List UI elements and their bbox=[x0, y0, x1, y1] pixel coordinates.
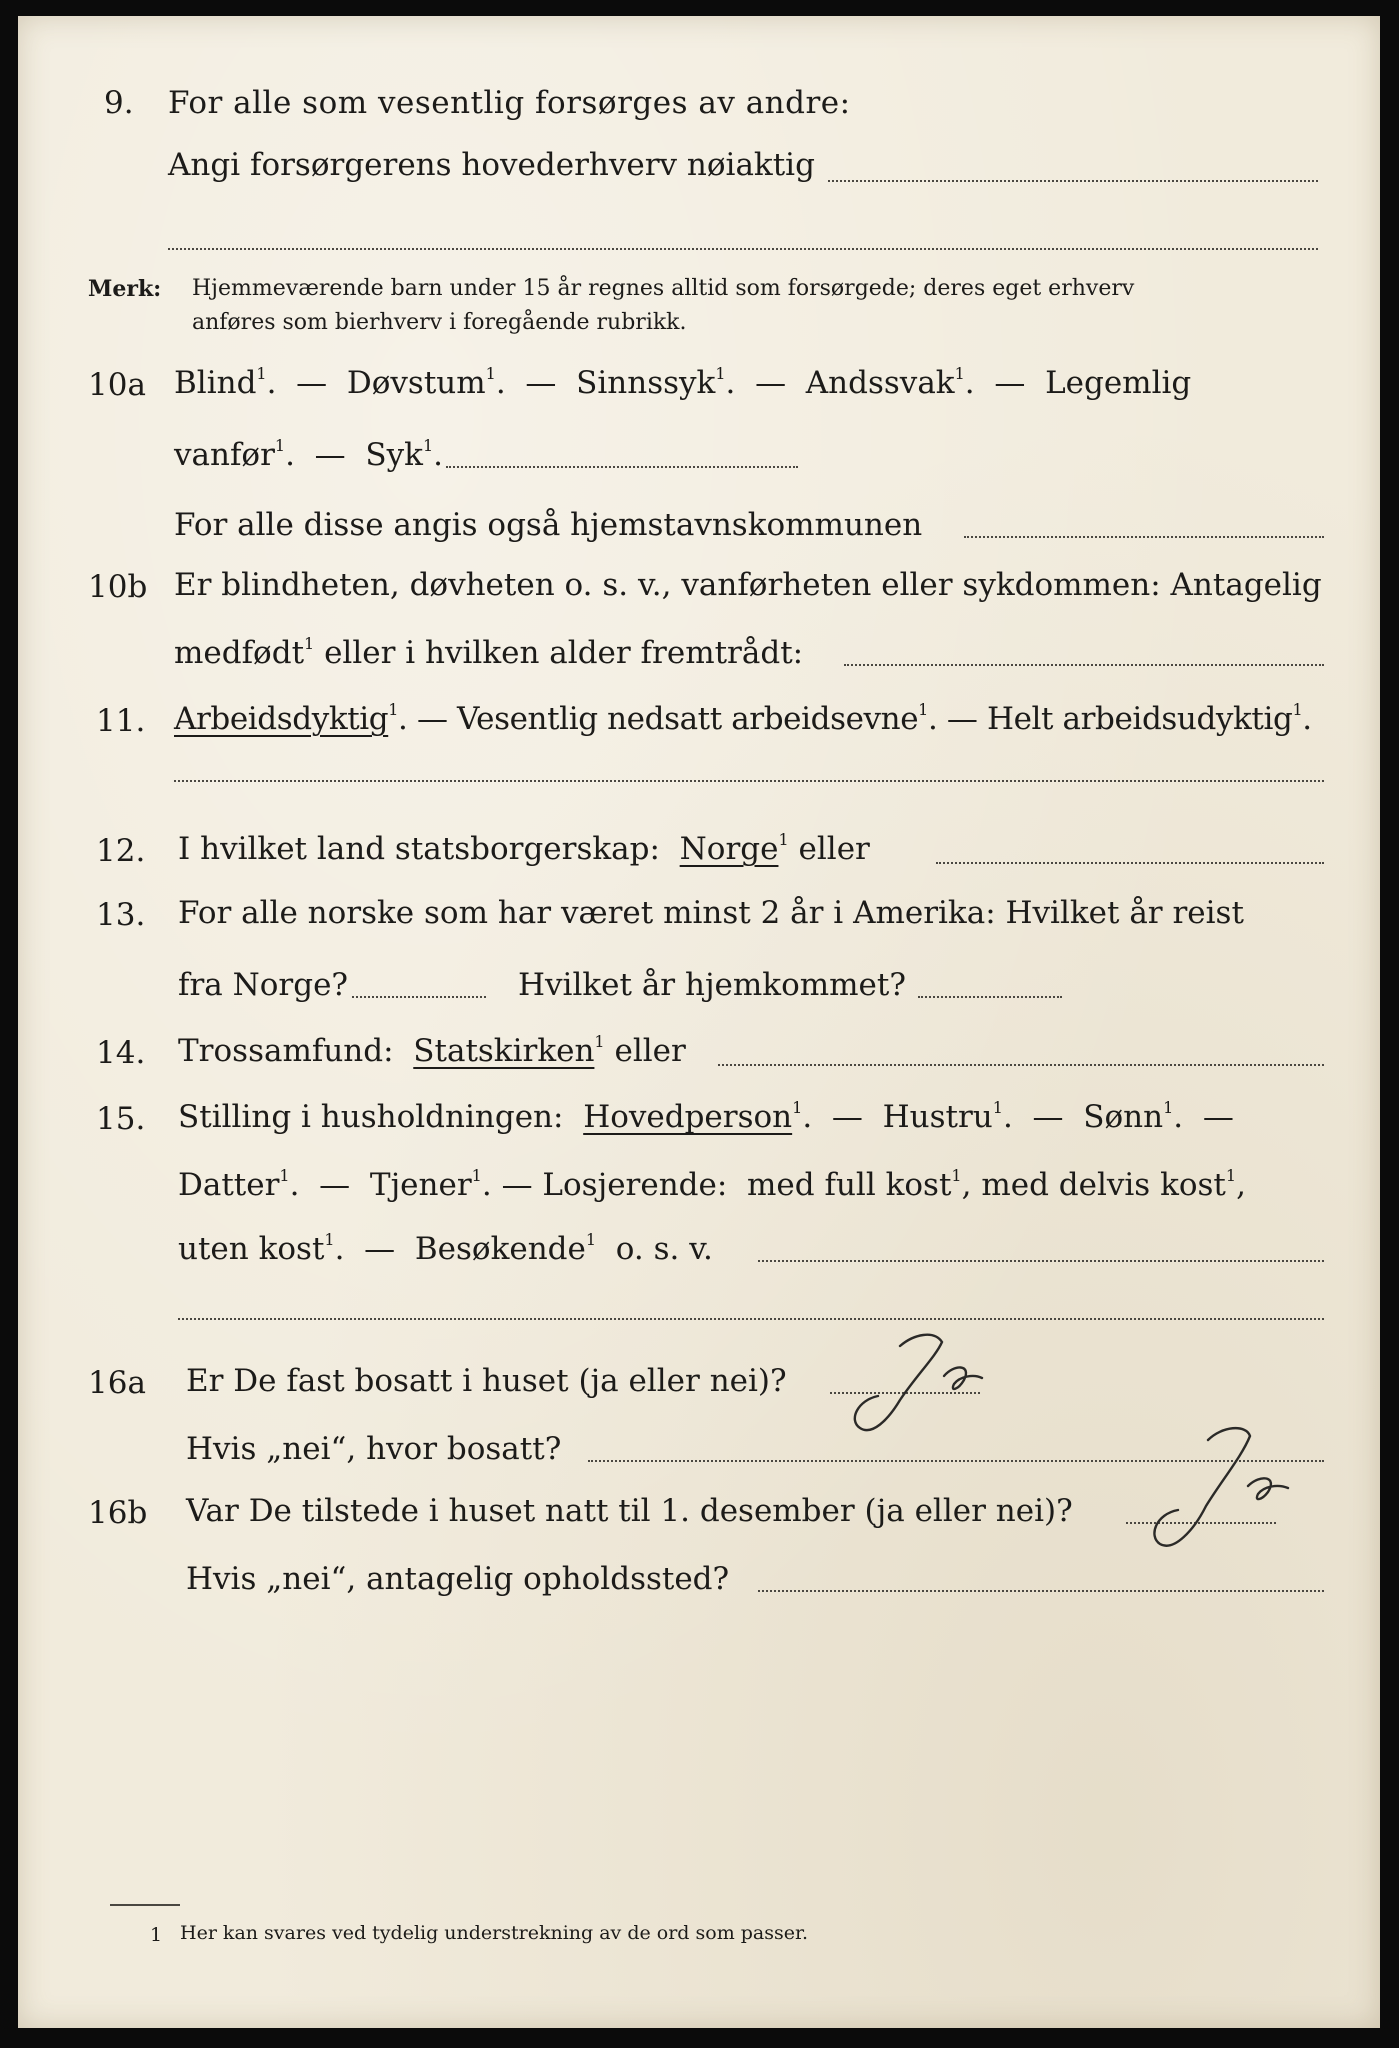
option-helt: Helt arbeidsudyktig bbox=[986, 701, 1293, 737]
q10a-number: 10a bbox=[88, 367, 146, 403]
q10a-line2: vanfør$^1$. — Syk$^1$. bbox=[174, 436, 443, 473]
q12-answer-line bbox=[936, 862, 1324, 864]
q16a-line1: Er De fast bosatt i huset (ja eller nei)? bbox=[186, 1363, 787, 1399]
option-dovstum: Døvstum bbox=[346, 365, 486, 401]
option-norge-underlined: Norge bbox=[679, 831, 779, 867]
q14-answer-line bbox=[718, 1064, 1324, 1066]
option-syk: Syk bbox=[365, 437, 423, 473]
q16b-opholdssted-line bbox=[758, 1590, 1324, 1592]
merk-line2: anføres som bierhverv i foregående rubrikk. bbox=[192, 310, 687, 335]
q15-number: 15. bbox=[96, 1101, 146, 1137]
q15-line1: Stilling i husholdningen: Hovedperson$^1$. — Hustru$^1$. — Sønn$^1$. — bbox=[178, 1098, 1234, 1135]
q16b-line2: Hvis „nei“, antagelig opholdssted? bbox=[186, 1561, 730, 1597]
q15-line2: Datter$^1$. — Tjener$^1$. — Losjerende: med full kost$^1$, med delvis kost$^1$, bbox=[178, 1166, 1246, 1203]
q9-line2: Angi forsørgerens hovederhverv nøiaktig bbox=[168, 147, 815, 183]
q16b-number: 16b bbox=[88, 1495, 148, 1531]
q10b-answer-line bbox=[844, 664, 1324, 666]
q10b-line2: medfødt$^1$ eller i hvilken alder fremtrådt: bbox=[174, 634, 804, 671]
q10b-number: 10b bbox=[88, 569, 148, 605]
option-hovedperson-underlined: Hovedperson bbox=[583, 1099, 793, 1135]
q16a-number: 16a bbox=[88, 1365, 146, 1401]
q13-line1: For alle norske som har været minst 2 år i Amerika: Hvilket år reist bbox=[178, 895, 1244, 931]
q14-line: Trossamfund: Statskirken$^1$ eller bbox=[178, 1032, 686, 1069]
q16b-handwritten-ja-signature bbox=[1098, 1414, 1298, 1564]
merk-line1: Hjemmeværende barn under 15 år regnes alltid som forsørgede; deres eget erhverv bbox=[192, 276, 1135, 301]
q16b-line1: Var De tilstede i huset natt til 1. desember (ja eller nei)? bbox=[186, 1493, 1073, 1529]
q10a-line3: For alle disse angis også hjemstavnskommunen bbox=[174, 507, 923, 543]
q9-answer-line-2 bbox=[168, 248, 1318, 250]
q15-answer-line bbox=[758, 1260, 1324, 1262]
q10a-line1: Blind$^1$. — Døvstum$^1$. — Sinnssyk$^1$. — Andssvak$^1$. — Legemlig bbox=[174, 364, 1192, 401]
q9-number: 9. bbox=[104, 85, 134, 121]
q10a-hjemstavn-line bbox=[964, 536, 1324, 538]
q16a-handwritten-ja-signature bbox=[804, 1316, 994, 1446]
q15-answer-line-2 bbox=[178, 1318, 1324, 1320]
q9-answer-line bbox=[828, 180, 1318, 182]
option-medfodt: medfødt bbox=[174, 635, 305, 671]
q11-answer-line bbox=[174, 780, 1324, 782]
q16a-line2: Hvis „nei“, hvor bosatt? bbox=[186, 1431, 562, 1467]
q13-reist-line bbox=[352, 996, 486, 998]
q13-fra-norge: fra Norge? bbox=[178, 967, 349, 1003]
option-vesentlig: Vesentlig nedsatt arbeidsevne bbox=[457, 701, 919, 737]
option-statskirken-underlined: Statskirken bbox=[413, 1033, 595, 1069]
q14-number: 14. bbox=[96, 1035, 146, 1071]
q11-number: 11. bbox=[96, 703, 146, 739]
q9-line1: For alle som vesentlig forsørges av andre: bbox=[168, 85, 851, 121]
option-blind: Blind bbox=[174, 365, 257, 401]
q15-line3: uten kost$^1$. — Besøkende$^1$ o. s. v. bbox=[178, 1230, 713, 1267]
footnote-mark: 1 bbox=[150, 1924, 163, 1946]
q13-hjemkommet-line bbox=[918, 996, 1062, 998]
option-andssvak: Andssvak bbox=[805, 365, 955, 401]
q11-line: Arbeidsdyktig$^1$. — Vesentlig nedsatt arbeidsevne$^1$. — Helt arbeidsudyktig$^1$. bbox=[174, 700, 1312, 737]
q12-line: I hvilket land statsborgerskap: Norge$^1$ eller bbox=[178, 830, 870, 867]
q13-hjemkommet: Hvilket år hjemkommet? bbox=[518, 967, 906, 1003]
option-legemlig: Legemlig bbox=[1045, 365, 1192, 401]
option-vanfor: vanfør bbox=[174, 437, 275, 473]
q12-number: 12. bbox=[96, 833, 146, 869]
census-form-page bbox=[18, 16, 1380, 2028]
option-arbeidsdyktig-underlined: Arbeidsdyktig bbox=[174, 701, 389, 737]
q10a-answer-line bbox=[446, 466, 798, 468]
footnote-text: Her kan svares ved tydelig understrekning av de ord som passer. bbox=[180, 1922, 809, 1944]
option-sinnssyk: Sinnssyk bbox=[576, 365, 716, 401]
q13-number: 13. bbox=[96, 897, 146, 933]
merk-label: Merk: bbox=[88, 276, 162, 302]
q10b-line1: Er blindheten, døvheten o. s. v., vanførheten eller sykdommen: Antagelig bbox=[174, 567, 1322, 603]
footnote-rule bbox=[110, 1904, 180, 1906]
